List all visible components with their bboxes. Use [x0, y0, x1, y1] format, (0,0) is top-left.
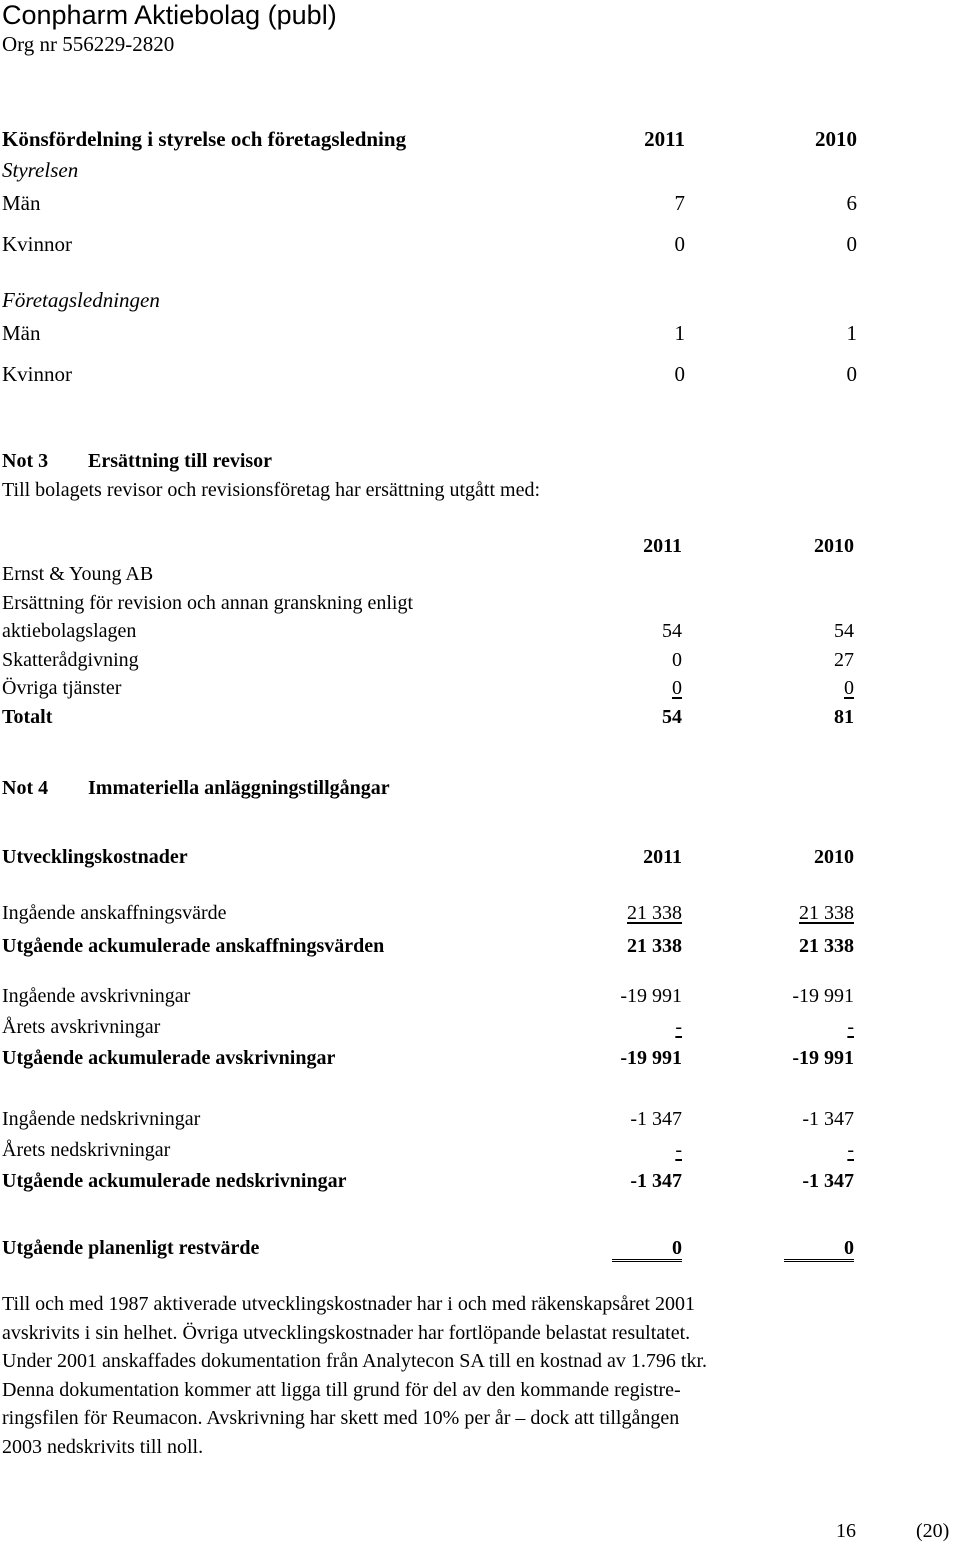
- management-women-2010: 0: [846, 362, 857, 386]
- note4-col-2010: 2010: [814, 846, 854, 868]
- gender-col-2010: 2010: [815, 127, 857, 151]
- dep-open-2011: -19 991: [620, 985, 682, 1007]
- imp-close-2011: -1 347: [630, 1170, 682, 1192]
- revision-2011: 54: [662, 620, 682, 642]
- other-services-label: Övriga tjänster: [2, 677, 122, 699]
- imp-close-2010: -1 347: [802, 1170, 854, 1192]
- imp-close-label: Utgående ackumulerade nedskrivningar: [2, 1170, 347, 1192]
- note4-title: Immateriella anläggningstillgångar: [88, 777, 390, 799]
- page-number: 16: [836, 1520, 856, 1542]
- note3-col-2010: 2010: [814, 535, 854, 557]
- board-men-2011: 7: [674, 191, 685, 215]
- tax-advice-2010: 27: [834, 649, 854, 671]
- board-men-label: Män: [2, 191, 41, 215]
- management-label: Företagsledningen: [2, 288, 160, 312]
- acq-close-2011: 21 338: [627, 935, 682, 957]
- page-total: (20): [916, 1520, 950, 1542]
- org-number: Org nr 556229-2820: [2, 32, 175, 56]
- note4-col-2011: 2011: [643, 846, 682, 868]
- note4-number: Not 4: [2, 777, 49, 799]
- note4-section: Utvecklingskostnader: [2, 846, 188, 868]
- management-women-2011: 0: [674, 362, 685, 386]
- board-women-2010: 0: [846, 232, 857, 256]
- management-men-2010: 1: [846, 321, 857, 345]
- note4-text-line-5: ringsfilen för Reumacon. Avskrivning har skett med 10% per år – dock att tillgången: [2, 1407, 680, 1429]
- company-name: Conpharm Aktiebolag (publ): [2, 0, 337, 30]
- revision-2010: 54: [834, 620, 854, 642]
- dep-year-2010: -: [847, 1016, 854, 1038]
- board-label: Styrelsen: [2, 158, 79, 182]
- note3-total-2011: 54: [662, 706, 682, 728]
- dep-close-2010: -19 991: [792, 1047, 854, 1069]
- note3-col-2011: 2011: [643, 535, 682, 557]
- management-women-label: Kvinnor: [2, 362, 72, 386]
- acq-open-2010: 21 338: [799, 902, 854, 924]
- tax-advice-label: Skatterådgivning: [2, 649, 139, 671]
- dep-open-2010: -19 991: [792, 985, 854, 1007]
- imp-year-2010: -: [847, 1139, 854, 1161]
- auditor-name: Ernst & Young AB: [2, 563, 154, 585]
- acq-close-label: Utgående ackumulerade anskaffningsvärden: [2, 935, 385, 957]
- note4-text-line-4: Denna dokumentation kommer att ligga till grund för del av den kommande registre-: [2, 1379, 681, 1401]
- board-women-label: Kvinnor: [2, 232, 72, 256]
- note4-text-line-1: Till och med 1987 aktiverade utvecklingskostnader har i och med räkenskapsåret 2001: [2, 1293, 695, 1315]
- dep-close-label: Utgående ackumulerade avskrivningar: [2, 1047, 336, 1069]
- other-services-2011: 0: [672, 677, 682, 699]
- note3-title: Ersättning till revisor: [88, 450, 273, 472]
- board-women-2011: 0: [674, 232, 685, 256]
- dep-year-label: Årets avskrivningar: [2, 1016, 161, 1038]
- board-men-2010: 6: [846, 191, 857, 215]
- residual-2010: 0: [784, 1238, 854, 1262]
- dep-close-2011: -19 991: [620, 1047, 682, 1069]
- revision-label: Ersättning för revision och annan granskning enligt: [2, 592, 414, 614]
- gender-title: Könsfördelning i styrelse och företagsledning: [2, 127, 407, 151]
- other-services-2010: 0: [844, 677, 854, 699]
- note3-total-label: Totalt: [2, 706, 53, 728]
- note3-intro: Till bolagets revisor och revisionsföretag har ersättning utgått med:: [2, 479, 541, 501]
- tax-advice-2011: 0: [672, 649, 682, 671]
- acq-open-label: Ingående anskaffningsvärde: [2, 902, 227, 924]
- management-men-label: Män: [2, 321, 41, 345]
- gender-col-2011: 2011: [644, 127, 685, 151]
- revision-label-cont: aktiebolagslagen: [2, 620, 137, 642]
- imp-open-2010: -1 347: [802, 1108, 854, 1130]
- note4-text-line-6: 2003 nedskrivits till noll.: [2, 1436, 204, 1458]
- residual-label: Utgående planenligt restvärde: [2, 1237, 260, 1259]
- acq-close-2010: 21 338: [799, 935, 854, 957]
- dep-year-2011: -: [675, 1016, 682, 1038]
- imp-open-2011: -1 347: [630, 1108, 682, 1130]
- imp-year-label: Årets nedskrivningar: [2, 1139, 171, 1161]
- residual-2011: 0: [612, 1238, 682, 1262]
- note4-text-line-2: avskrivits i sin helhet. Övriga utvecklingskostnader har fortlöpande belastat resultatet.: [2, 1322, 691, 1344]
- dep-open-label: Ingående avskrivningar: [2, 985, 191, 1007]
- note3-total-2010: 81: [834, 706, 854, 728]
- imp-year-2011: -: [675, 1139, 682, 1161]
- note3-number: Not 3: [2, 450, 49, 472]
- imp-open-label: Ingående nedskrivningar: [2, 1108, 201, 1130]
- acq-open-2011: 21 338: [627, 902, 682, 924]
- management-men-2011: 1: [674, 321, 685, 345]
- note4-text-line-3: Under 2001 anskaffades dokumentation från Analytecon SA till en kostnad av 1.796 tkr.: [2, 1350, 708, 1372]
